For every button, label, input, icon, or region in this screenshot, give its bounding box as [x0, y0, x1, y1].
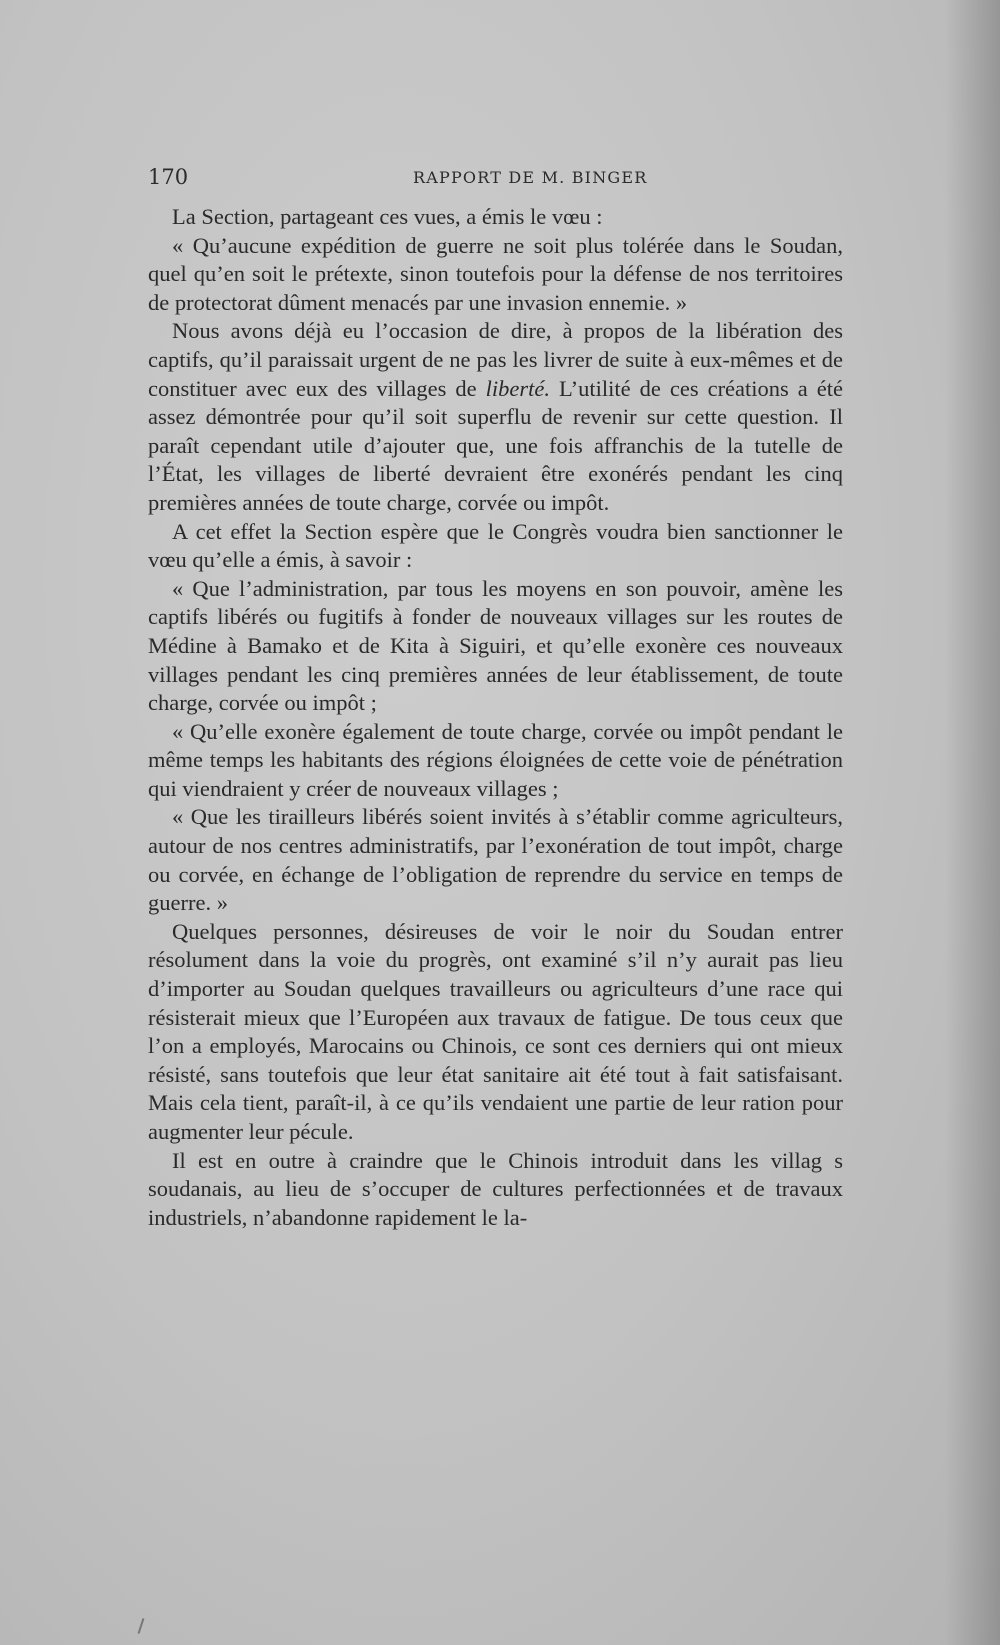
- running-title: RAPPORT DE M. BINGER: [413, 168, 648, 187]
- paragraph-quote-exonere: « Qu’elle exonère également de toute charge, corvée ou impôt pendant le même temps les habitants des régions éloignées de cette voie de pénétration qui viendraient y créer de nouveaux villages ;: [148, 718, 843, 801]
- page-header: [148, 165, 838, 191]
- paragraph-quote-expedition: « Qu’aucune expédition de guerre ne soit plus tolérée dans le Soudan, quel qu’en soit le prétexte, sinon toutefois pour la défense de nos territoires de protectorat dûment menacés par une invasion ennemie. »: [148, 232, 843, 315]
- pencil-mark: [138, 1618, 145, 1634]
- paragraph-travailleurs: Quelques personnes, désireuses de voir le noir du Soudan entrer résolument dans la voie du progrès, ont examiné s’il n’y aurait pas lieu d’importer au Soudan quelques travailleurs ou agriculteurs d’une race qui résisterait mieux que l’Européen aux travaux de fatigue. De tous ceux que l’on a employés, Marocains ou Chinois, ce sont ces derniers qui ont mieux résisté, sans toutefois que leur état sanitaire ait été tout à fait satisfaisant. Mais cela tient, paraît-il, à ce qu’ils vendaient une partie de leur ration pour augmenter leur pécule.: [148, 918, 843, 1144]
- paragraph-captifs: [148, 317, 843, 517]
- page-number: 170: [148, 165, 189, 189]
- paragraph-section-voeu: La Section, partageant ces vues, a émis le vœu :: [172, 204, 603, 229]
- paragraph-captifs-continued: L’utilité de ces créations a été assez démontrée pour qu’il soit superflu de revenir sur cette question. Il paraît cependant utile d’ajouter que, une fois affranchis de la tutelle de l’État, les villages de liberté devraient être exonérés pendant les cinq premières années de toute charge, corvée ou impôt.: [148, 375, 843, 515]
- italic-liberte: liberté.: [485, 375, 550, 401]
- paragraph-quote-administration: « Que l’administration, par tous les moyens en son pouvoir, amène les captifs libérés ou fugitifs à fonder de nouveaux villages sur les routes de Médine à Bamako et de Kita à Siguiri, et qu’elle exonère ces nouveaux villages pendant les cinq premières années de leur établissement, de toute charge, corvée ou impôt ;: [148, 575, 843, 716]
- paragraph-congres: A cet effet la Section espère que le Congrès voudra bien sanctionner le vœu qu’elle a émis, à savoir :: [148, 518, 843, 573]
- paragraph-chinois: Il est en outre à craindre que le Chinois introduit dans les villag s soudanais, au lieu de s’occuper de cultures perfectionnées et de travaux industriels, n’abandonne rapidement le la-: [148, 1147, 843, 1230]
- page-edge-shadow: [945, 0, 1000, 1645]
- paragraph-quote-tirailleurs: « Que les tirailleurs libérés soient invités à s’établir comme agriculteurs, autour de nos centres administratifs, par l’exonération de tout impôt, charge ou corvée, en échange de l’obligation de reprendre du service en temps de guerre. »: [148, 804, 843, 916]
- paragraph-captifs-text: Nous avons déjà eu l’occasion de dire, à propos de la libération des captifs, qu’il paraissait urgent de ne pas les livrer de suite à eux-mêmes et de constituer avec eux des villages de: [148, 318, 843, 401]
- body-text: [148, 203, 843, 1232]
